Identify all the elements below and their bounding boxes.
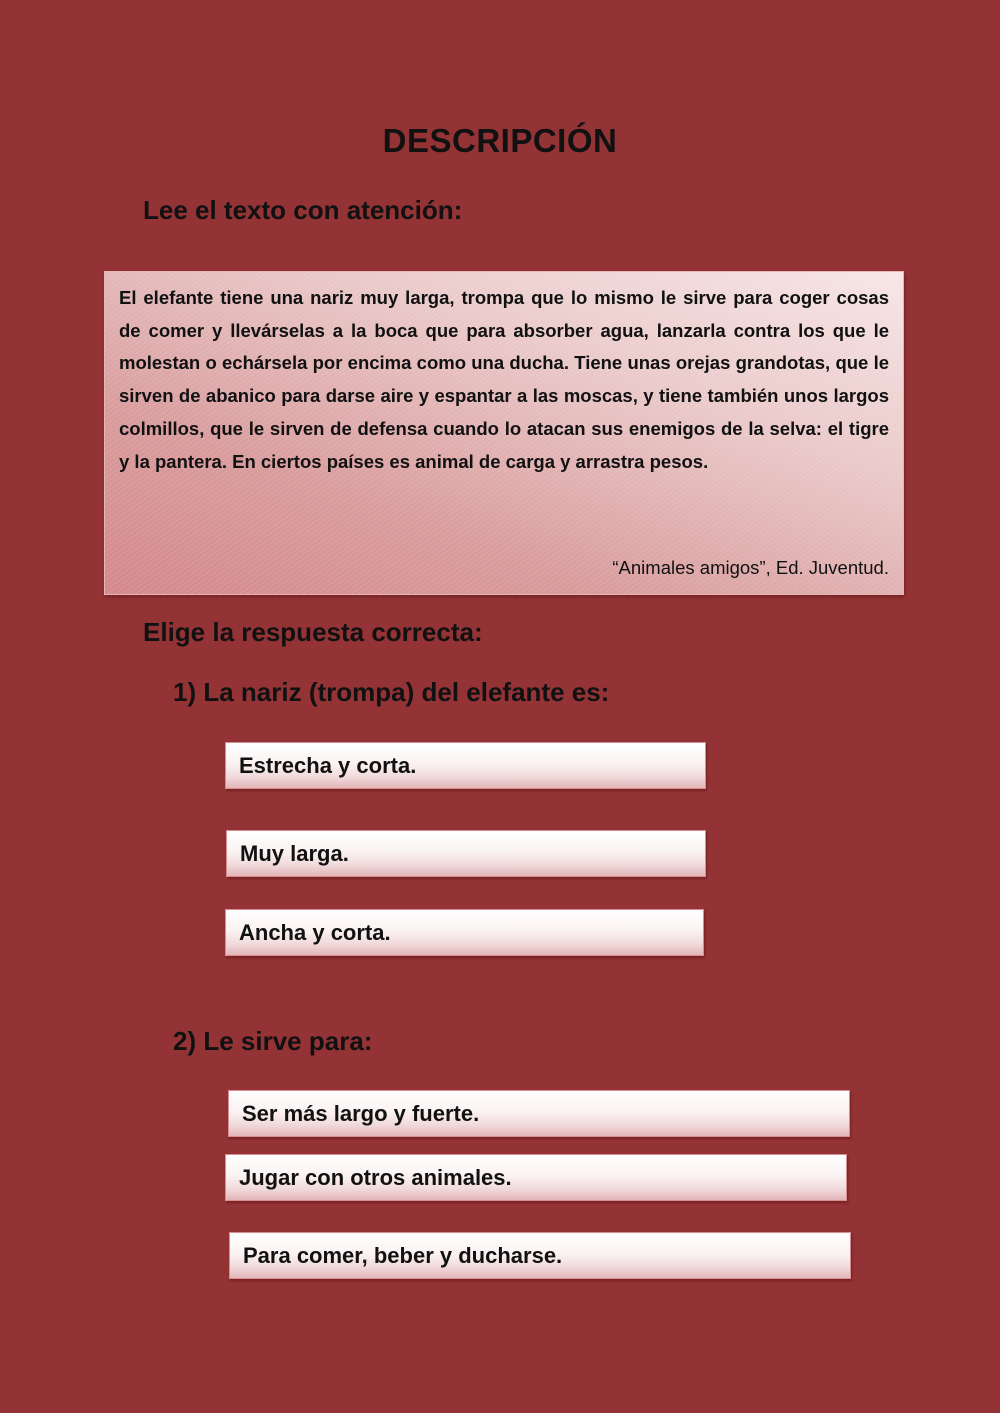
question-1-option-2[interactable]: Muy larga. [226, 830, 706, 877]
reading-passage-box [104, 271, 904, 595]
question-1-option-1[interactable]: Estrecha y corta. [225, 742, 706, 789]
question-1-label: 1) La nariz (trompa) del elefante es: [173, 677, 610, 707]
question-1-option-3[interactable]: Ancha y corta. [225, 909, 704, 956]
question-2-option-1[interactable]: Ser más largo y fuerte. [228, 1090, 850, 1137]
question-2-option-2[interactable]: Jugar con otros animales. [225, 1154, 847, 1201]
choose-instruction: Elige la respuesta correcta: [143, 617, 483, 647]
question-2-label: 2) Le sirve para: [173, 1026, 373, 1056]
page-title: DESCRIPCIÓN [382, 122, 618, 159]
read-instruction: Lee el texto con atención: [143, 195, 463, 225]
reading-source: “Animales amigos”, Ed. Juventud. [612, 557, 889, 578]
question-2-option-3[interactable]: Para comer, beber y ducharse. [229, 1232, 851, 1279]
reading-passage-text: El elefante tiene una nariz muy larga, trompa que lo mismo le sirve para coger cosas de comer y llevárselas a la boca que para absorber agua, lanzarla contra los que le molestan o echársela por encima como una ducha. Tiene unas orejas grandotas, que le sirven de abanico para darse aire y espantar a las moscas, y tiene también unos largos colmillos, que le sirven de defensa cuando lo atacan sus enemigos de la selva: el tigre y la pantera. En ciertos países es animal de carga y arrastra pesos. [119, 287, 889, 472]
